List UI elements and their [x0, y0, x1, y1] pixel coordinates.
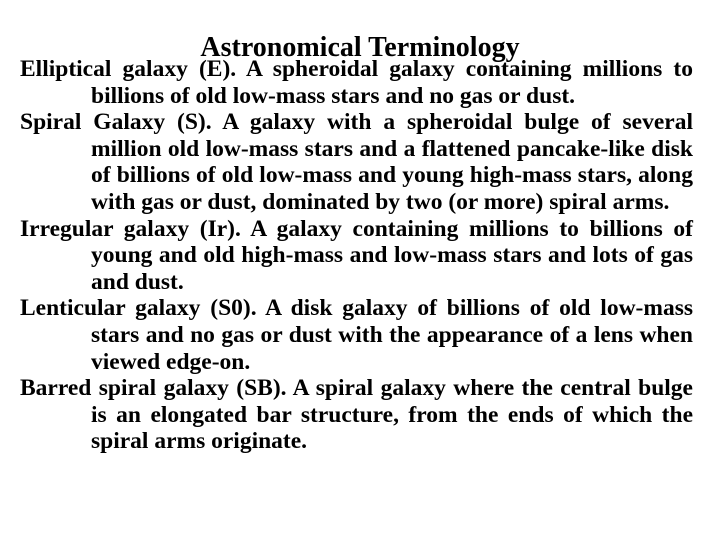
term-entry-lenticular-galaxy: Lenticular galaxy (S0). A disk galaxy of billions of old low-mass stars and no gas or dust with the appearance of a lens when viewed edge-on.: [20, 295, 693, 375]
term-list: [20, 56, 693, 455]
term-entry-irregular-galaxy: Irregular galaxy (Ir). A galaxy containing millions to billions of young and old high-mass and low-mass stars and lots of gas and dust.: [20, 215, 693, 295]
page-title: Astronomical Terminology: [200, 31, 520, 63]
term-entry-barred-spiral-galaxy: Barred spiral galaxy (SB). A spiral galaxy where the central bulge is an elongated bar structure, from the ends of which the spiral arms originate.: [20, 375, 693, 455]
term-entry-spiral-galaxy: Spiral Galaxy (S). A galaxy with a spheroidal bulge of several million old low-mass stars and a flattened pancake-like disk of billions of old low-mass and young high-mass stars, along with gas or dust, dominated by two (or more) spiral arms.: [20, 109, 693, 215]
term-entry-elliptical-galaxy: Elliptical galaxy (E). A spheroidal galaxy containing millions to billions of old low-mass stars and no gas or dust.: [20, 56, 693, 109]
